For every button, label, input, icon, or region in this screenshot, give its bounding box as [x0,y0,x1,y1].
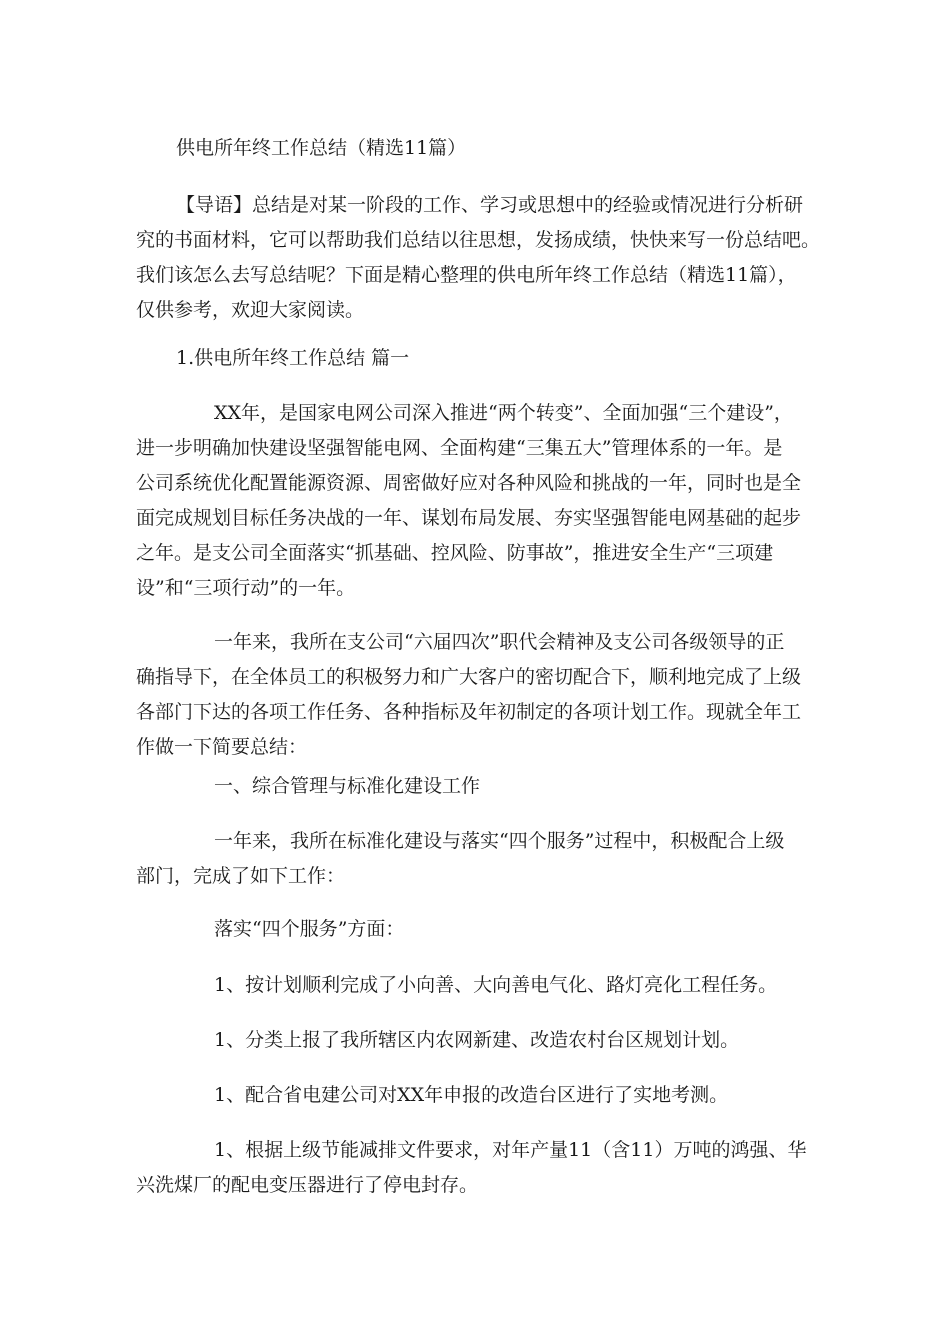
paragraph1-line-5: 之年。是支公司全面落实“抓基础、控风险、防事故”，推进安全生产“三项建 [136,542,774,564]
list-item-2: 1、分类上报了我所辖区内农网新建、改造农村台区规划计划。 [214,1029,740,1051]
paragraph2-line-2: 确指导下，在全体员工的积极努力和广大客户的密切配合下，顺利地完成了上级 [136,666,802,688]
list-item-4-line-2: 兴洗煤厂的配电变压器进行了停电封存。 [136,1174,479,1196]
section-heading: 1.供电所年终工作总结 篇一 [176,347,410,369]
paragraph1-line-3: 公司系统优化配置能源资源、周密做好应对各种风险和挑战的一年，同时也是全 [136,472,802,494]
subheading-2: 落实“四个服务”方面： [214,918,405,940]
list-item-1: 1、按计划顺利完成了小向善、大向善电气化、路灯亮化工程任务。 [214,974,778,996]
paragraph1-line-2: 进一步明确加快建设坚强智能电网、全面构建“三集五大”管理体系的一年。是 [136,437,783,459]
paragraph1-line-6: 设”和“三项行动”的一年。 [136,577,356,599]
subheading-1: 一、综合管理与标准化建设工作 [214,775,481,797]
paragraph2-line-3: 各部门下达的各项工作任务、各种指标及年初制定的各项计划工作。现就全年工 [136,701,802,723]
paragraph3-line-2: 部门，完成了如下工作： [136,865,346,887]
paragraph2-line-1: 一年来，我所在支公司“六届四次”职代会精神及支公司各级领导的正 [214,631,785,653]
intro-line-3: 我们该怎么去写总结呢？下面是精心整理的供电所年终工作总结（精选11篇）， [136,264,797,286]
intro-line-1: 【导语】总结是对某一阶段的工作、学习或思想中的经验或情况进行分析研 [176,194,804,216]
paragraph3-line-1: 一年来，我所在标准化建设与落实“四个服务”过程中，积极配合上级 [214,830,785,852]
paragraph1-line-4: 面完成规划目标任务决战的一年、谋划布局发展、夯实坚强智能电网基础的起步 [136,507,802,529]
paragraph1-line-1: XX年，是国家电网公司深入推进“两个转变”、全面加强“三个建设”， [214,402,793,424]
intro-line-4: 仅供参考，欢迎大家阅读。 [136,299,365,321]
list-item-4-line-1: 1、根据上级节能减排文件要求，对年产量11（含11）万吨的鸿强、华 [214,1139,807,1161]
document-title: 供电所年终工作总结（精选11篇） [176,137,467,159]
list-item-3: 1、配合省电建公司对XX年申报的改造台区进行了实地考测。 [214,1084,729,1106]
intro-line-2: 究的书面材料，它可以帮助我们总结以往思想，发扬成绩，快快来写一份总结吧。 [136,229,821,251]
paragraph2-line-4: 作做一下简要总结： [136,736,308,758]
